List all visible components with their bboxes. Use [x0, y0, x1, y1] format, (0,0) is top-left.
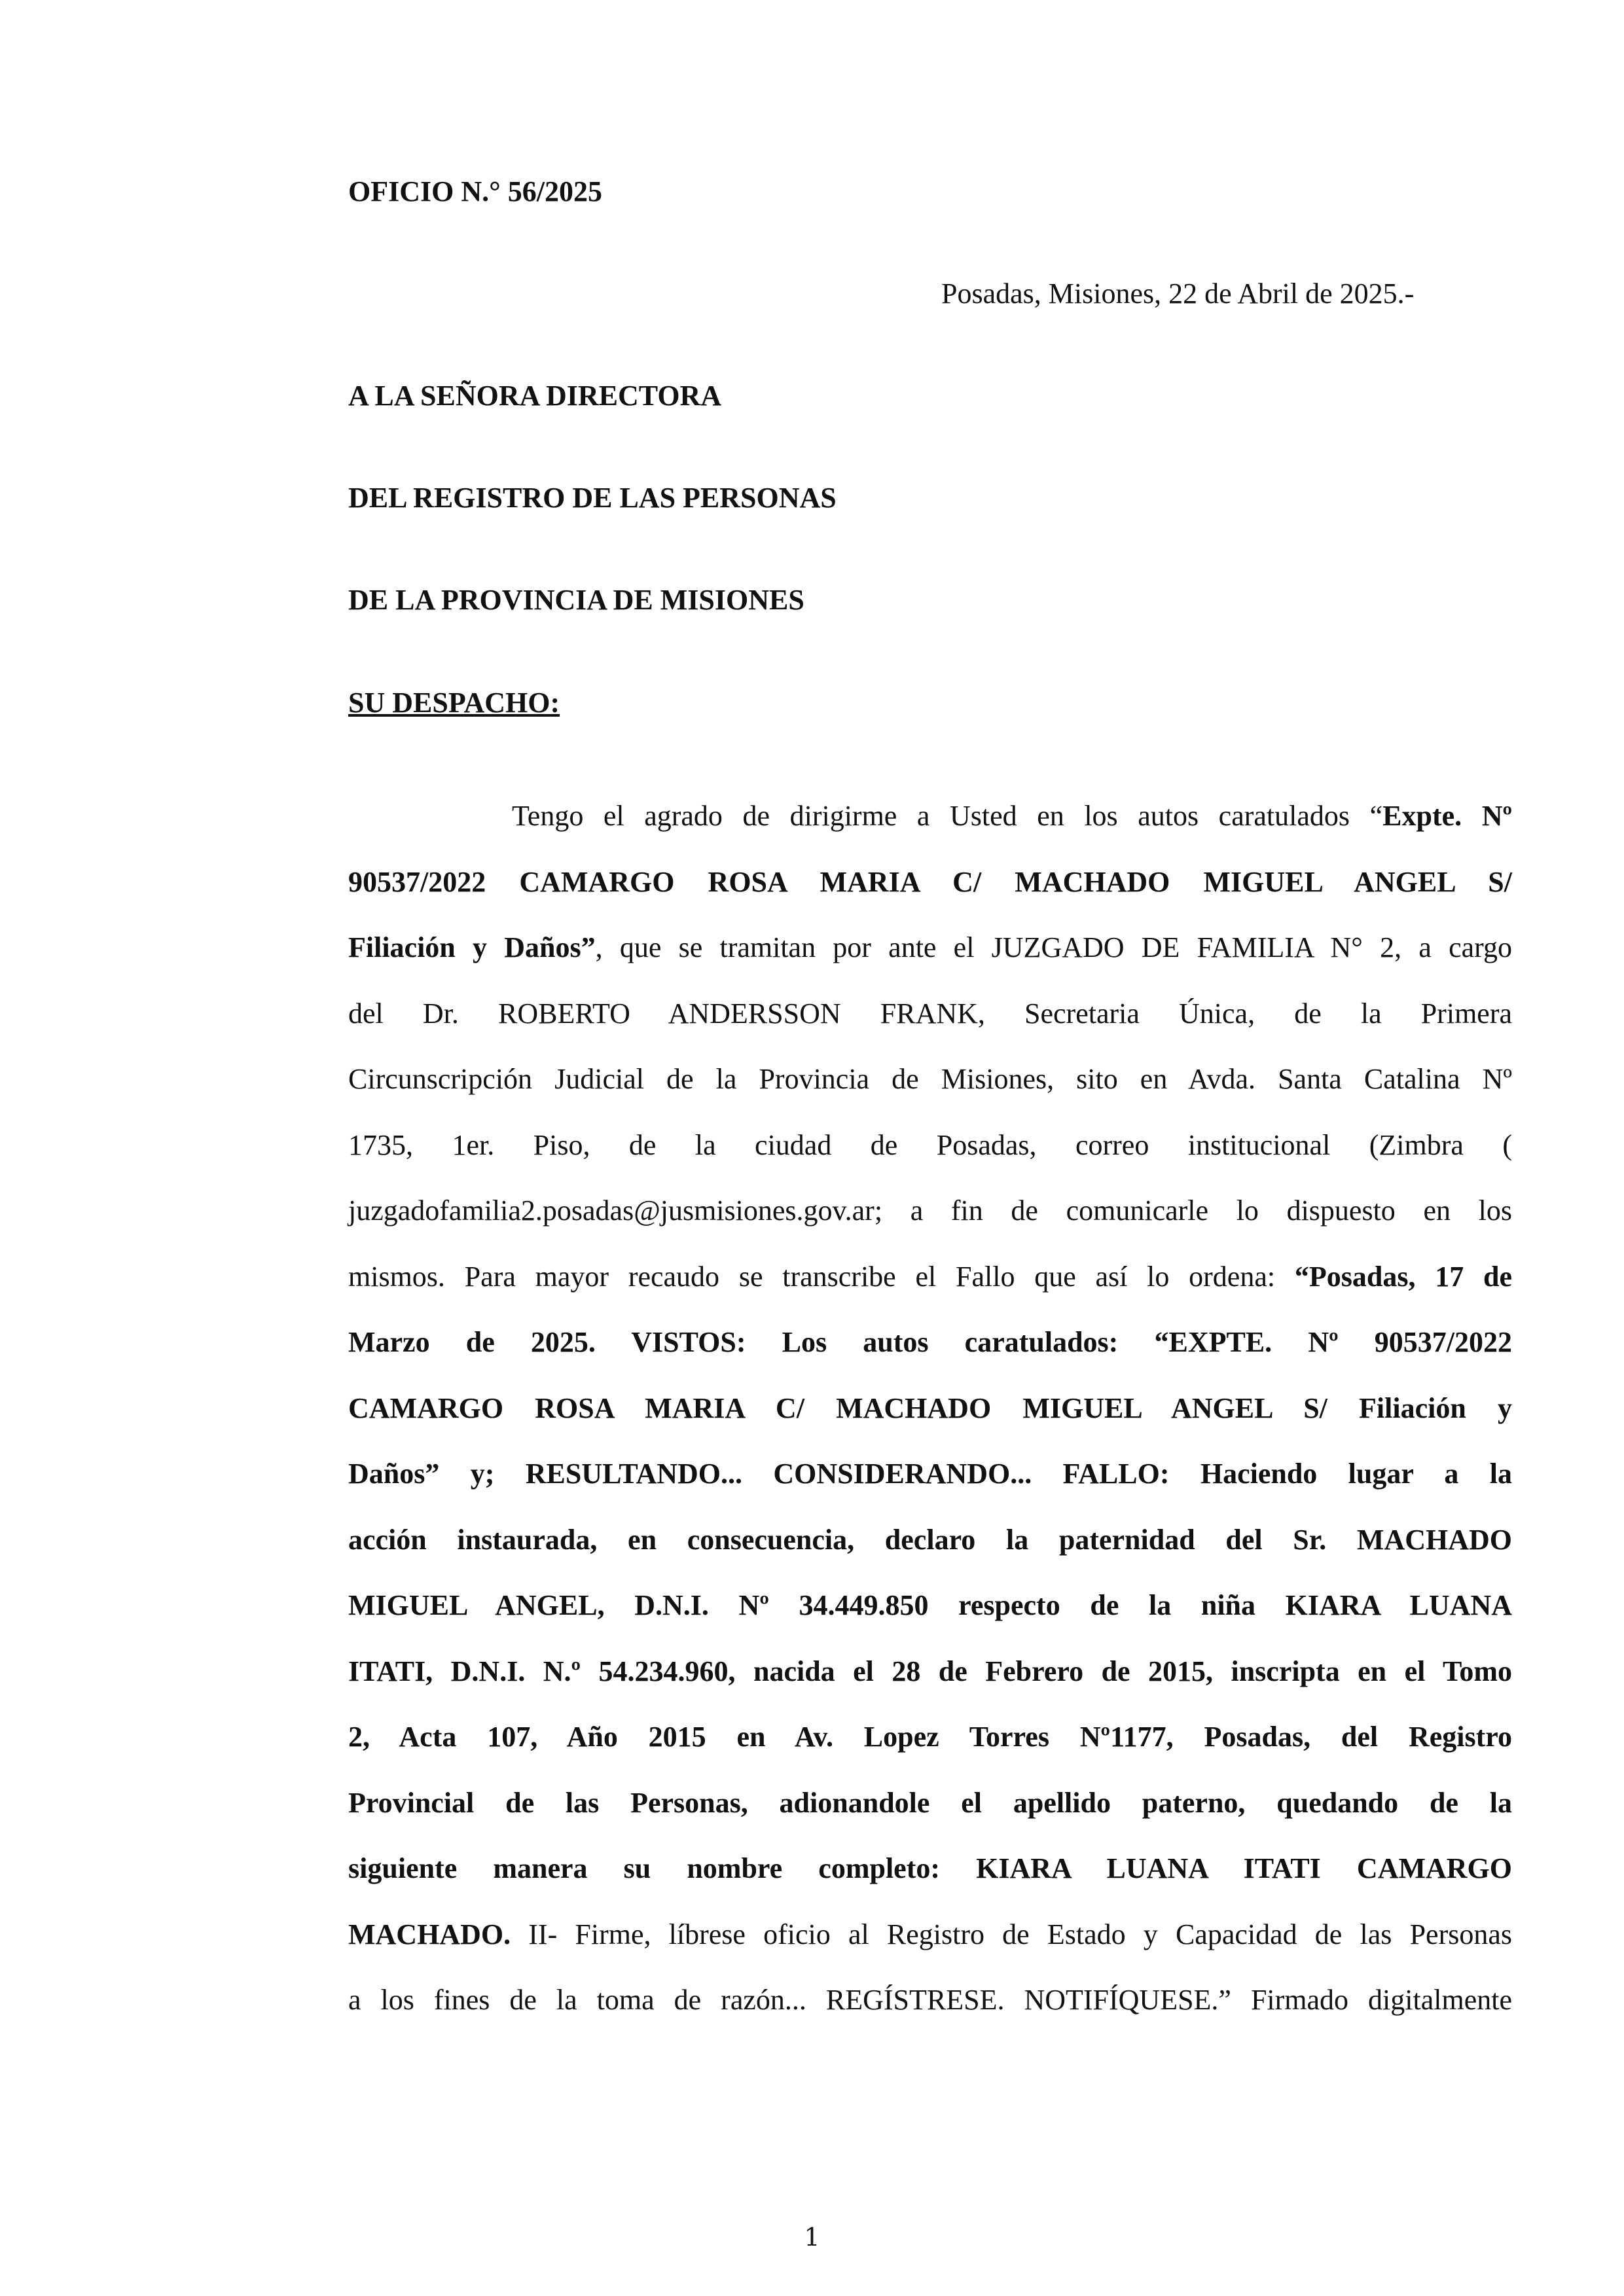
- dispatch-heading: SU DESPACHO:: [348, 687, 560, 719]
- page-number: 1: [804, 2223, 820, 2251]
- body-text-run: Tengo el agrado de dirigirme a Usted en los autos caratulados “: [512, 800, 1383, 832]
- body-line-16: Provincial de las Personas, adionandole el apellido paterno, quedando de la: [348, 1786, 1512, 1819]
- recipient-line-2: DEL REGISTRO DE LAS PERSONAS: [348, 482, 837, 514]
- body-line-8: [348, 1244, 1512, 1310]
- body-line-13: MIGUEL ANGEL, D.N.I. Nº 34.449.850 respecto de la niña KIARA LUANA: [348, 1589, 1512, 1621]
- body-line-9: Marzo de 2025. VISTOS: Los autos caratulados: “EXPTE. Nº 90537/2022: [348, 1326, 1512, 1358]
- place-date: Posadas, Misiones, 22 de Abril de 2025.-: [941, 278, 1415, 310]
- body-text-run: mismos. Para mayor recaudo se transcribe el Fallo que así lo ordena:: [348, 1260, 1295, 1293]
- body-text-run: , que se tramitan por ante el JUZGADO DE FAMILIA N° 2, a cargo: [595, 931, 1512, 963]
- body-bold-run: Filiación y Daños”: [348, 931, 596, 963]
- body-line-17: siguiente manera su nombre completo: KIARA LUANA ITATI CAMARGO: [348, 1852, 1512, 1884]
- body-line-1: [348, 783, 1512, 850]
- body-line-14: ITATI, D.N.I. N.º 54.234.960, nacida el 28 de Febrero de 2015, inscripta en el Tomo: [348, 1655, 1512, 1687]
- body-line-4: del Dr. ROBERTO ANDERSSON FRANK, Secretaria Única, de la Primera: [348, 997, 1512, 1030]
- body-line-15: 2, Acta 107, Año 2015 en Av. Lopez Torres Nº1177, Posadas, del Registro: [348, 1721, 1512, 1753]
- body-line-3: [348, 915, 1512, 981]
- body-line-6: 1735, 1er. Piso, de la ciudad de Posadas, correo institucional (Zimbra (: [348, 1128, 1512, 1161]
- body-line-2: 90537/2022 CAMARGO ROSA MARIA C/ MACHADO MIGUEL ANGEL S/: [348, 865, 1512, 898]
- body-line-18: [348, 1902, 1512, 1968]
- body-bold-run: MACHADO.: [348, 1918, 511, 1950]
- body-line-19: a los fines de la toma de razón... REGÍSTRESE. NOTIFÍQUESE.” Firmado digitalmente: [348, 1984, 1512, 2016]
- recipient-line-1: A LA SEÑORA DIRECTORA: [348, 380, 722, 412]
- body-line-5: Circunscripción Judicial de la Provincia de Misiones, sito en Avda. Santa Catalina Nº: [348, 1063, 1512, 1095]
- recipient-line-3: DE LA PROVINCIA DE MISIONES: [348, 584, 804, 616]
- body-paragraph: [348, 783, 1512, 2034]
- office-number: OFICIO N.° 56/2025: [348, 175, 602, 207]
- body-line-12: acción instaurada, en consecuencia, declaro la paternidad del Sr. MACHADO: [348, 1523, 1512, 1556]
- body-bold-run: “Posadas, 17 de: [1294, 1260, 1513, 1293]
- body-text-run: II- Firme, líbrese oficio al Registro de Estado y Capacidad de las Personas: [511, 1918, 1512, 1950]
- body-line-10: CAMARGO ROSA MARIA C/ MACHADO MIGUEL ANGEL S/ Filiación y: [348, 1391, 1512, 1424]
- body-line-7: juzgadofamilia2.posadas@jusmisiones.gov.ar; a fin de comunicarle lo dispuesto en los: [348, 1194, 1512, 1227]
- body-bold-run: Expte. Nº: [1382, 800, 1512, 832]
- body-line-11: Daños” y; RESULTANDO... CONSIDERANDO... FALLO: Haciendo lugar a la: [348, 1458, 1512, 1490]
